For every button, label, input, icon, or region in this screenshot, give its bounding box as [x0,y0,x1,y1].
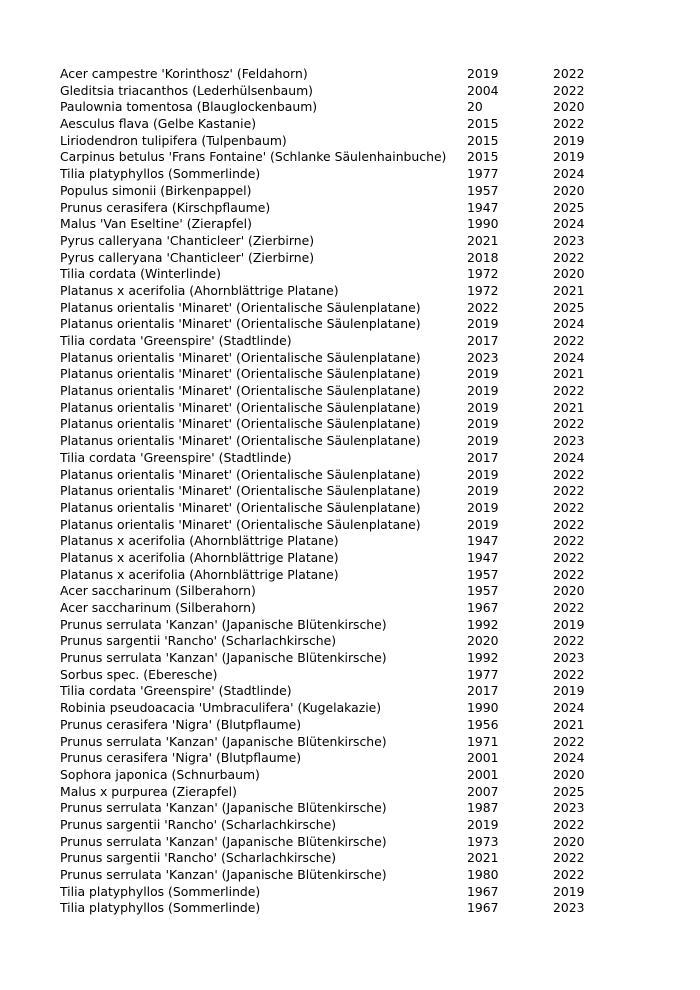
tree-name: Tilia platyphyllos (Sommerlinde) [60,900,261,916]
check-year: 2024 [553,449,585,465]
check-year: 2022 [553,82,585,98]
tree-name: Acer saccharinum (Silberahorn) [60,600,256,615]
table-row [60,800,620,817]
table-row [60,333,620,350]
table-row [60,450,620,467]
table-row [60,316,620,333]
table-row [60,667,620,684]
check-year: 2024 [553,216,585,232]
check-year: 2023 [553,232,585,248]
table-row [60,383,620,400]
tree-name: Prunus sargentii 'Rancho' (Scharlachkirsche) [60,633,337,649]
check-year: 2022 [553,483,585,499]
check-year: 2024 [553,750,585,766]
tree-name: Pyrus calleryana 'Chanticleer' (Zierbirne) [60,249,315,265]
planting-year: 1957 [467,182,499,198]
check-year: 2019 [553,616,585,632]
planting-year: 2022 [467,299,499,315]
planting-year: 1977 [467,166,499,182]
table-row [60,483,620,500]
table-row [60,433,620,450]
planting-year: 2021 [467,232,499,248]
tree-name: Pyrus calleryana 'Chanticleer' (Zierbirne) [60,232,315,248]
table-row [60,300,620,317]
table-row [60,149,620,166]
check-year: 2022 [553,566,585,582]
tree-name: Prunus sargentii 'Rancho' (Scharlachkirsche) [60,850,337,866]
check-year: 2022 [553,66,585,81]
table-row [60,133,620,150]
check-year: 2020 [553,583,585,599]
table-row [60,617,620,634]
planting-year: 2019 [467,316,499,332]
tree-name: Acer saccharinum (Silberahorn) [60,583,256,599]
tree-name: Platanus orientalis 'Minaret' (Orientalische Säulenplatane) [60,499,421,515]
planting-year: 2020 [467,633,499,649]
check-year: 2021 [553,366,585,382]
tree-name: Platanus orientalis 'Minaret' (Orientalische Säulenplatane) [60,399,421,415]
check-year: 2022 [553,333,585,348]
tree-name: Sorbus spec. (Eberesche) [60,666,218,682]
planting-year: 2007 [467,783,499,799]
planting-year: 1956 [467,716,499,732]
tree-name: Platanus orientalis 'Minaret' (Orientalische Säulenplatane) [60,366,421,382]
tree-name: Carpinus betulus 'Frans Fontaine' (Schlanke Säulenhainbuche) [60,149,447,165]
table-row [60,750,620,767]
check-year: 2019 [553,883,585,899]
planting-year: 2001 [467,766,499,782]
tree-name: Platanus orientalis 'Minaret' (Orientalische Säulenplatane) [60,383,421,399]
check-year: 2019 [553,132,585,148]
table-row [60,166,620,183]
table-row [60,216,620,233]
planting-year: 2017 [467,449,499,465]
tree-name: Prunus serrulata 'Kanzan' (Japanische Blütenkirsche) [60,833,387,849]
planting-year: 1992 [467,616,499,632]
check-year: 2020 [553,182,585,198]
table-row [60,633,620,650]
check-year: 2020 [553,766,585,782]
planting-year: 1972 [467,266,499,282]
planting-year: 2019 [467,383,499,399]
tree-name: Platanus x acerifolia (Ahornblättrige Platane) [60,549,339,565]
planting-year: 2019 [467,816,499,832]
tree-name: Platanus x acerifolia (Ahornblättrige Platane) [60,566,339,582]
tree-name: Prunus serrulata 'Kanzan' (Japanische Blütenkirsche) [60,616,387,632]
check-year: 2023 [553,900,585,916]
planting-year: 1980 [467,867,499,882]
planting-year: 2019 [467,483,499,499]
table-row [60,416,620,433]
tree-name: Robinia pseudoacacia 'Umbraculifera' (Kugelakazie) [60,700,382,716]
tree-name: Malus x purpurea (Zierapfel) [60,783,237,799]
check-year: 2019 [553,149,585,165]
planting-year: 2021 [467,850,499,866]
planting-year: 1947 [467,199,499,215]
planting-year: 2018 [467,249,499,265]
check-year: 2023 [553,650,585,666]
table-row [60,517,620,534]
tree-name: Platanus orientalis 'Minaret' (Orientalische Säulenplatane) [60,466,421,482]
check-year: 2022 [553,633,585,649]
check-year: 2023 [553,433,585,449]
tree-name: Prunus sargentii 'Rancho' (Scharlachkirsche) [60,816,337,832]
planting-year: 2019 [467,499,499,515]
tree-name: Tilia cordata (Winterlinde) [60,266,221,282]
check-year: 2020 [553,266,585,282]
tree-name: Prunus serrulata 'Kanzan' (Japanische Blütenkirsche) [60,800,387,816]
planting-year: 1990 [467,700,499,716]
check-year: 2022 [553,850,585,866]
planting-year: 2015 [467,116,499,132]
check-year: 2022 [553,600,585,615]
table-row [60,683,620,700]
table-row [60,583,620,600]
planting-year: 2017 [467,333,499,348]
planting-year: 2019 [467,466,499,482]
table-row [60,717,620,734]
tree-name: Malus 'Van Eseltine' (Zierapfel) [60,216,252,232]
table-row [60,116,620,133]
check-year: 2022 [553,383,585,399]
check-year: 2022 [553,816,585,832]
planting-year: 1971 [467,733,499,749]
planting-year: 1947 [467,533,499,549]
tree-name: Prunus cerasifera (Kirschpflaume) [60,199,271,215]
tree-name: Platanus orientalis 'Minaret' (Orientalische Säulenplatane) [60,516,421,532]
planting-year: 1990 [467,216,499,232]
tree-name: Aesculus flava (Gelbe Kastanie) [60,116,257,132]
check-year: 2025 [553,199,585,215]
tree-name: Tilia platyphyllos (Sommerlinde) [60,883,261,899]
table-row [60,283,620,300]
check-year: 2022 [553,533,585,549]
table-row [60,467,620,484]
tree-name: Liriodendron tulipifera (Tulpenbaum) [60,132,287,148]
table-row [60,500,620,517]
check-year: 2022 [553,116,585,132]
planting-year: 2015 [467,149,499,165]
tree-name: Platanus orientalis 'Minaret' (Orientalische Säulenplatane) [60,316,421,332]
table-row [60,350,620,367]
check-year: 2020 [553,833,585,849]
planting-year: 1967 [467,900,499,916]
table-row [60,700,620,717]
table-row [60,233,620,250]
check-year: 2021 [553,399,585,415]
tree-name: Platanus orientalis 'Minaret' (Orientalische Säulenplatane) [60,349,421,365]
check-year: 2024 [553,316,585,332]
table-row [60,567,620,584]
tree-name: Platanus orientalis 'Minaret' (Orientalische Säulenplatane) [60,416,421,432]
planting-year: 1977 [467,666,499,682]
planting-year: 1992 [467,650,499,666]
tree-name: Tilia cordata 'Greenspire' (Stadtlinde) [60,449,292,465]
planting-year: 2015 [467,132,499,148]
tree-name: Platanus x acerifolia (Ahornblättrige Platane) [60,282,339,298]
planting-year: 1987 [467,800,499,816]
table-row [60,66,620,83]
planting-year: 2017 [467,683,499,699]
table-row [60,550,620,567]
tree-name: Platanus orientalis 'Minaret' (Orientalische Säulenplatane) [60,299,421,315]
table-row [60,884,620,901]
tree-name: Platanus orientalis 'Minaret' (Orientalische Säulenplatane) [60,483,421,499]
check-year: 2024 [553,700,585,716]
table-row [60,600,620,617]
table-row [60,850,620,867]
table-row [60,83,620,100]
check-year: 2022 [553,516,585,532]
planting-year: 1973 [467,833,499,849]
tree-name: Paulownia tomentosa (Blauglockenbaum) [60,99,318,115]
table-row [60,200,620,217]
check-year: 2025 [553,783,585,799]
planting-year: 1972 [467,282,499,298]
tree-table [60,66,620,917]
table-row [60,900,620,917]
planting-year: 1957 [467,583,499,599]
check-year: 2022 [553,499,585,515]
table-row [60,366,620,383]
planting-year: 2019 [467,366,499,382]
table-row [60,183,620,200]
tree-name: Prunus cerasifera 'Nigra' (Blutpflaume) [60,716,302,732]
check-year: 2024 [553,166,585,182]
table-row [60,734,620,751]
planting-year: 2019 [467,416,499,432]
tree-name: Tilia cordata 'Greenspire' (Stadtlinde) [60,333,292,348]
planting-year: 2004 [467,82,499,98]
tree-name: Acer campestre 'Korinthosz' (Feldahorn) [60,66,308,81]
tree-name: Sophora japonica (Schnurbaum) [60,766,260,782]
table-row [60,266,620,283]
tree-name: Prunus serrulata 'Kanzan' (Japanische Blütenkirsche) [60,650,387,666]
planting-year: 2019 [467,433,499,449]
table-row [60,250,620,267]
check-year: 2020 [553,99,585,115]
planting-year: 2019 [467,399,499,415]
check-year: 2019 [553,683,585,699]
table-row [60,784,620,801]
tree-name: Prunus cerasifera 'Nigra' (Blutpflaume) [60,750,302,766]
tree-name: Tilia platyphyllos (Sommerlinde) [60,166,261,182]
tree-name: Tilia cordata 'Greenspire' (Stadtlinde) [60,683,292,699]
table-row [60,817,620,834]
table-row [60,767,620,784]
planting-year: 2023 [467,349,499,365]
planting-year: 1947 [467,549,499,565]
planting-year: 2019 [467,516,499,532]
planting-year: 20 [467,99,483,115]
check-year: 2021 [553,716,585,732]
tree-name: Gleditsia triacanthos (Lederhülsenbaum) [60,82,313,98]
tree-name: Platanus orientalis 'Minaret' (Orientalische Säulenplatane) [60,433,421,449]
check-year: 2022 [553,416,585,432]
planting-year: 1967 [467,883,499,899]
planting-year: 2001 [467,750,499,766]
planting-year: 2019 [467,66,499,81]
planting-year: 1967 [467,600,499,615]
check-year: 2022 [553,549,585,565]
table-row [60,834,620,851]
tree-name: Platanus x acerifolia (Ahornblättrige Platane) [60,533,339,549]
table-row [60,867,620,884]
table-row [60,533,620,550]
tree-name: Prunus serrulata 'Kanzan' (Japanische Blütenkirsche) [60,867,387,882]
tree-name: Populus simonii (Birkenpappel) [60,182,252,198]
table-row [60,99,620,116]
check-year: 2021 [553,282,585,298]
table-row [60,650,620,667]
check-year: 2024 [553,349,585,365]
table-row [60,400,620,417]
check-year: 2022 [553,466,585,482]
check-year: 2022 [553,666,585,682]
check-year: 2025 [553,299,585,315]
check-year: 2022 [553,733,585,749]
check-year: 2023 [553,800,585,816]
check-year: 2022 [553,867,585,882]
tree-name: Prunus serrulata 'Kanzan' (Japanische Blütenkirsche) [60,733,387,749]
planting-year: 1957 [467,566,499,582]
check-year: 2022 [553,249,585,265]
